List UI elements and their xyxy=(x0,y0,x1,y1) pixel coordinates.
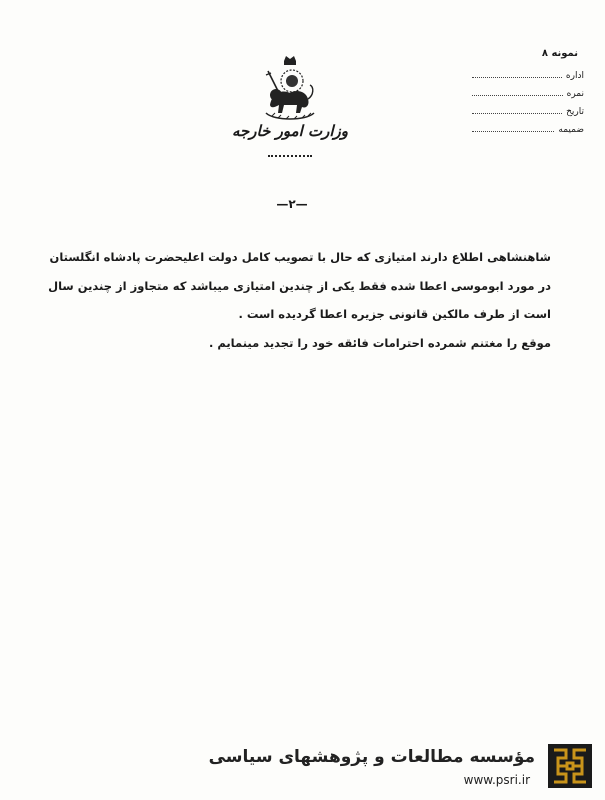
field-line xyxy=(472,121,554,132)
page-number: —۲— xyxy=(276,197,308,211)
institute-url: www.psri.ir xyxy=(463,773,530,787)
field-label: تاریخ xyxy=(566,107,584,117)
field-line xyxy=(472,103,562,114)
field-number xyxy=(472,81,584,99)
field-line xyxy=(472,67,562,78)
field-date xyxy=(472,99,584,117)
institute-logo-icon xyxy=(548,744,592,788)
field-office xyxy=(472,63,584,81)
field-label: ضمیمه xyxy=(558,125,584,135)
letter-body xyxy=(48,243,551,357)
ministry-divider xyxy=(268,155,312,157)
institute-watermark xyxy=(208,740,600,796)
body-line: در مورد ابوموسی اعطا شده فقط یکی از چندین امتیازی میباشد که متجاوز از چندین سال xyxy=(48,278,551,293)
form-number: نمونه ۸ xyxy=(541,48,578,59)
ministry-title: وزارت امور خارجه xyxy=(231,122,349,140)
body-line: شاهنشاهی اطلاع دارند امتیازی که حال با تصویب کامل دولت اعلیحضرت پادشاه انگلستان xyxy=(49,250,551,264)
field-line xyxy=(472,85,563,96)
form-fields xyxy=(472,48,584,135)
lion-and-sun-emblem-icon xyxy=(262,55,318,121)
institute-name: مؤسسه مطالعات و پژوهشهای سیاسی xyxy=(208,747,535,767)
field-attachment xyxy=(472,117,584,135)
field-label: اداره xyxy=(565,71,584,81)
field-label: نمره xyxy=(566,89,584,99)
body-line: است از طرف مالکین قانونی جزیره اعطا گردیده است . xyxy=(238,307,551,321)
body-line: موقع را مغتنم شمرده احترامات فائقه خود را تجدید مینمایم . xyxy=(208,335,551,350)
